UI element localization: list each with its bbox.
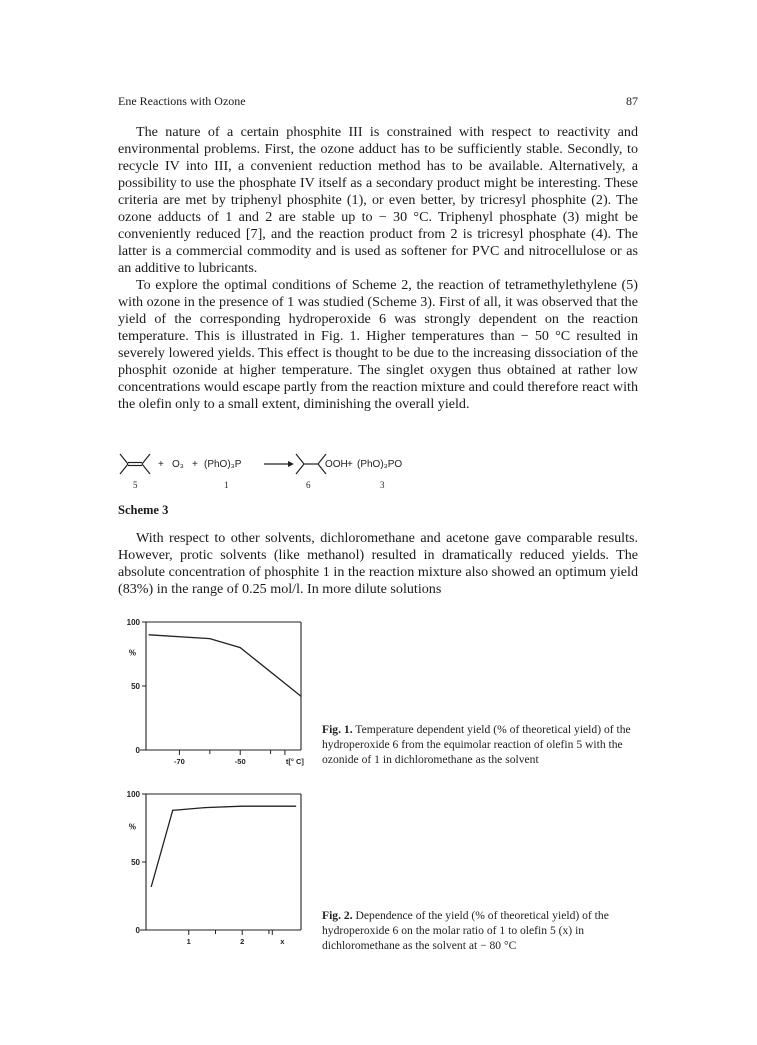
running-title: Ene Reactions with Ozone xyxy=(118,94,246,108)
figure-2-chart xyxy=(108,788,308,958)
data-point xyxy=(172,810,173,811)
scheme-plus-2: + xyxy=(192,459,198,470)
scheme-num-3: 3 xyxy=(380,480,385,490)
body-text-2 xyxy=(118,530,638,598)
scheme-ozone: O₃ xyxy=(172,459,184,470)
scheme-phosphite: (PhO)₃P xyxy=(204,459,242,470)
y-tick-label: 0 xyxy=(135,746,140,755)
figure-2-caption-text: Dependence of the yield (% of theoretical yield) of the hydroperoxide 6 on the molar ratio of 1 to olefin 5 (x) in dichloromethane as the solvent at − 80 °C xyxy=(322,909,609,952)
scheme-plus-3: + xyxy=(347,459,353,470)
data-point xyxy=(204,807,205,808)
x-tick-label: 1 xyxy=(186,937,191,946)
body-text xyxy=(118,124,638,413)
y-tick-label: 0 xyxy=(135,926,140,935)
figure-1-caption-text: Temperature dependent yield (% of theoretical yield) of the hydroperoxide 6 from the equimolar reaction of olefin 5 with the ozonide of 1 in dichloromethane as the solvent xyxy=(322,723,631,766)
data-point xyxy=(295,806,296,807)
y-axis-label: % xyxy=(128,648,136,658)
y-tick-label: 50 xyxy=(131,858,140,867)
figure-1-caption xyxy=(322,722,638,767)
figure-1 xyxy=(108,612,308,777)
figure-2-caption-label: Fig. 2. xyxy=(322,909,353,922)
x-tick-label: -50 xyxy=(234,757,246,766)
data-point xyxy=(240,647,241,648)
data-point xyxy=(209,638,210,639)
x-tick-label: 2 xyxy=(240,937,245,946)
figure-2 xyxy=(108,788,308,958)
figure-1-chart xyxy=(108,612,308,777)
series-line xyxy=(151,806,295,886)
scheme-3-reaction xyxy=(118,450,418,500)
y-tick-label: 100 xyxy=(126,790,140,799)
y-axis-label: % xyxy=(128,822,136,832)
scheme-product-ooh: OOH xyxy=(325,459,348,470)
y-tick-label: 100 xyxy=(126,618,140,627)
arrow-head-icon xyxy=(288,461,294,467)
series-line xyxy=(149,635,301,696)
scheme-num-6: 6 xyxy=(306,480,311,490)
paragraph-3: With respect to other solvents, dichloromethane and acetone gave comparable results. However, protic solvents (like methanol) resulted in dramatically reduced yields. The absolute concentration of phosphite 1 in the reaction mixture also showed an optimum yield (83%) in the range of 0.25 mol/l. In more dilute solutions xyxy=(118,530,638,597)
x-tick-label: -70 xyxy=(174,757,185,766)
data-point xyxy=(148,634,149,635)
x-axis-label: x xyxy=(280,937,285,946)
scheme-label: Scheme 3 xyxy=(118,503,169,517)
figure-1-caption-label: Fig. 1. xyxy=(322,723,353,736)
x-axis-label: t[° C] xyxy=(285,757,304,766)
scheme-phosphate: (PhO)₃PO xyxy=(357,459,403,470)
y-tick-label: 50 xyxy=(131,682,140,691)
scheme-num-1: 1 xyxy=(224,480,229,490)
figure-2-caption xyxy=(322,908,638,953)
paragraph-1: The nature of a certain phosphite III is constrained with respect to reactivity and environmental problems. First, the ozone adduct has to be sufficiently stable. Secondly, to recycle IV into III, a convenient reduction method has to be available. Alternatively, a possibility to use the phosphate IV itself as a secondary product might be interesting. These criteria are met by triphenyl phosphite (1), or even better, by tricresyl phosphite (2). The ozone adducts of 1 and 2 are stable up to − 30 °C. Triphenyl phosphate (3) might be conveniently reduced [7], and the reaction product from 2 is tricresyl phosphate (4). The latter is a commercial commodity and is used as softener for PVC and nitrocellulose or as an additive to lubricants. xyxy=(118,124,638,276)
data-point xyxy=(300,696,301,697)
scheme-plus-1: + xyxy=(158,459,164,470)
scheme-num-5: 5 xyxy=(133,480,138,490)
data-point xyxy=(151,886,152,887)
page-number: 87 xyxy=(626,94,638,108)
paragraph-2: To explore the optimal conditions of Scheme 2, the reaction of tetramethylethylene (5) with ozone in the presence of 1 was studied (Scheme 3). First of all, it was observed that the yield of the corresponding hydroperoxide 6 was strongly dependent on the reaction temperature. This is illustrated in Fig. 1. Higher temperatures than − 50 °C resulted in severely lowered yields. This effect is thought to be due to the increasing dissociation of the phosphit ozonide at higher temperature. The singlet oxygen thus obtained at rather low concentrations would escape partly from the reaction mixture and could therefore react with the olefin only to a small extent, diminishing the overall yield. xyxy=(118,277,638,412)
data-point xyxy=(242,806,243,807)
